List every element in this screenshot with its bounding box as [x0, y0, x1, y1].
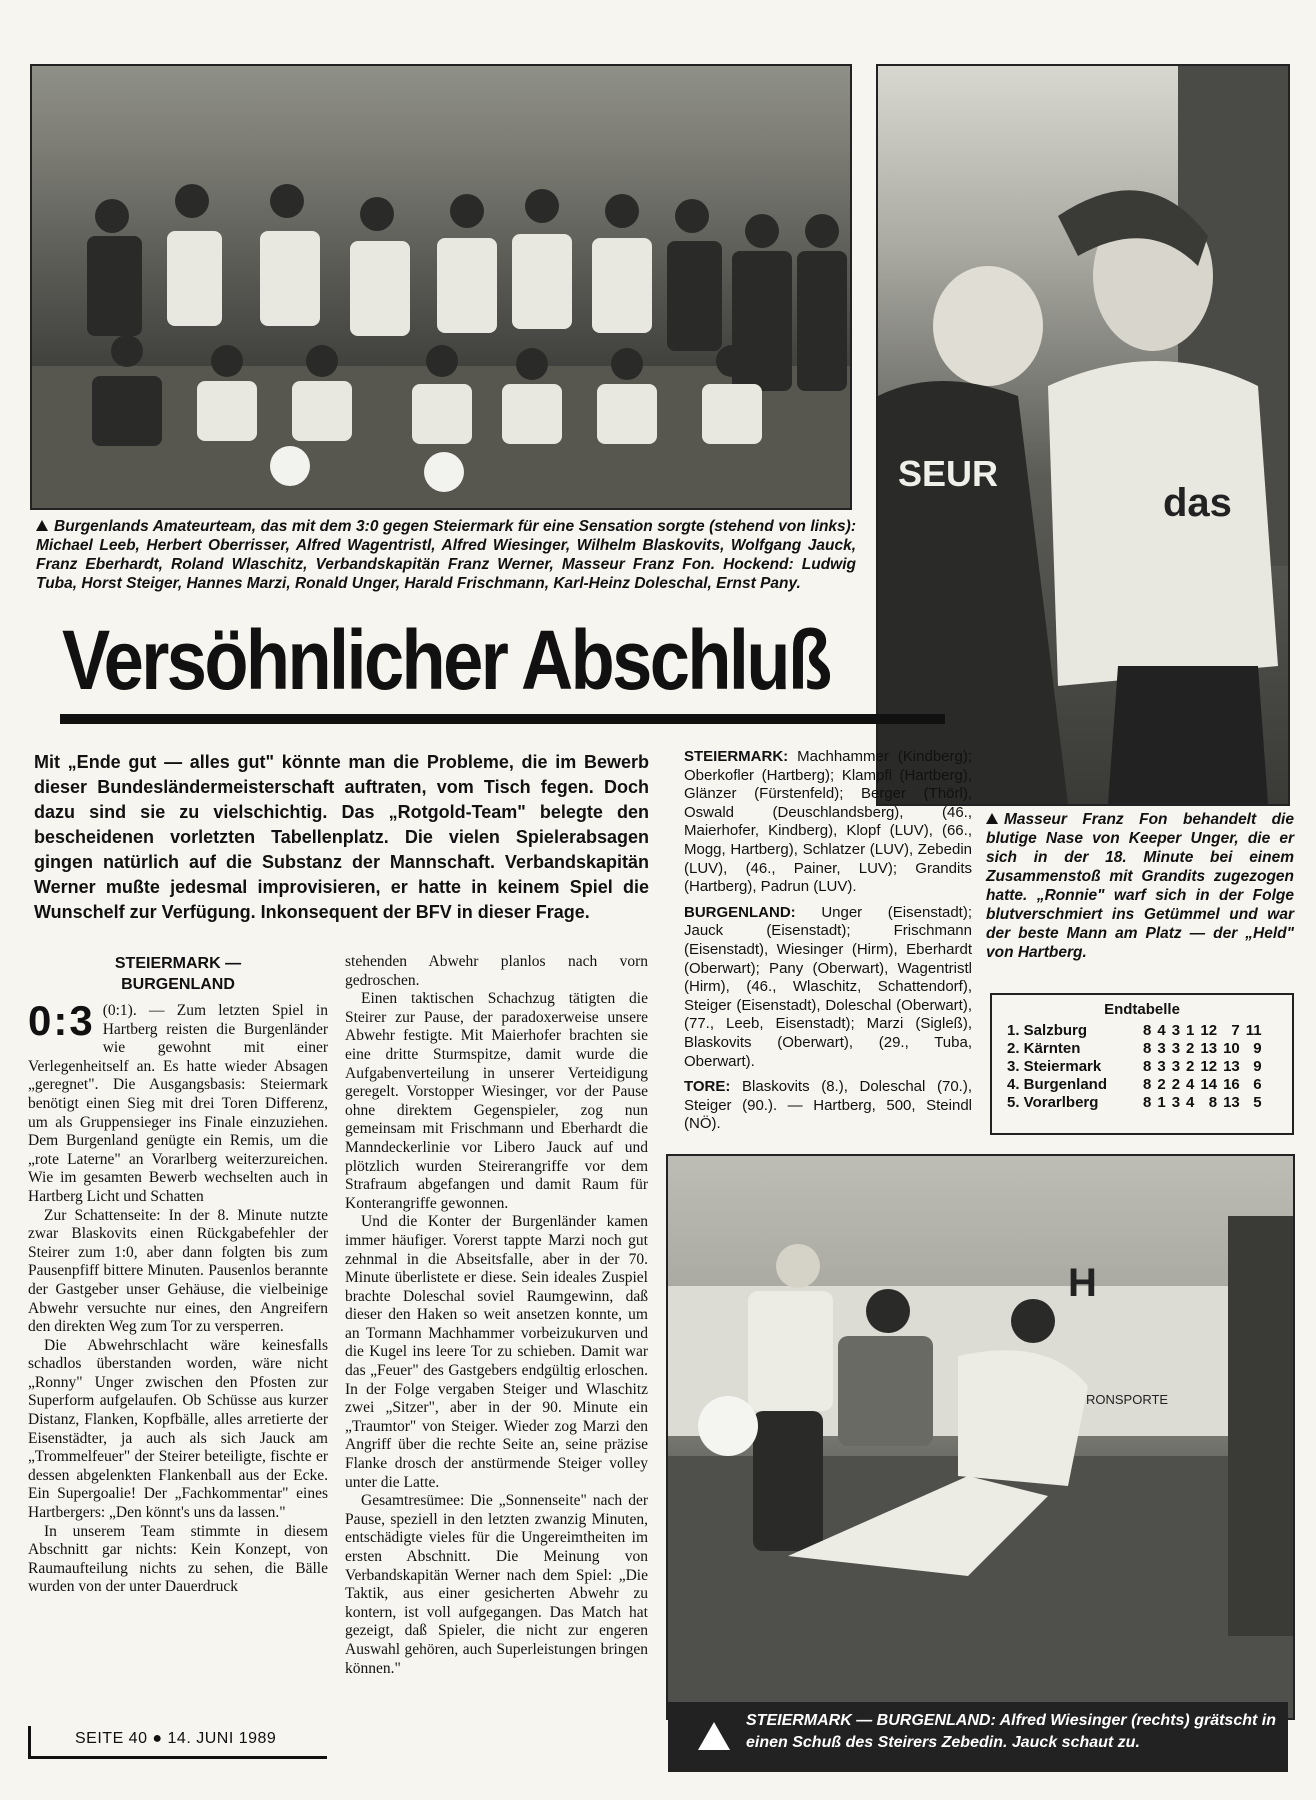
- match-caption-text: STEIERMARK — BURGENLAND: Alfred Wiesinger (rechts) grätscht in einen Schuß des Steirers Zebedin. Jauck schaut zu.: [746, 1712, 1276, 1751]
- stat-cell: 3: [1171, 1040, 1181, 1057]
- stat-cell: 11: [1245, 1022, 1262, 1039]
- footer-box: [28, 1726, 327, 1759]
- lineup-steiermark: STEIERMARK: Machhammer (Kindberg); Oberkofler (Hartberg); Klampfl (Hartberg), Glänzer (Fürstenfeld); Berger (Thörl), Oswald (Deuschlandsberg), (46., Maierhofer, Kindberg), Klopf (LUV), (66., Mogg, Hartberg), Schlatzer (LUV), Zebedin (LUV), (46., Painer, LUV); Grandits (Hartberg), Padrun (LUV).: [684, 748, 972, 896]
- standings-row: [1004, 1076, 1265, 1094]
- lineup-burgenland: BURGENLAND: Unger (Eisenstadt); Jauck (Eisenstadt); Frischmann (Eisenstadt), Wiesinger (Hirm), Eberhardt (Oberwart); Pany (Oberwart), Wagentristl (Hirm), (46., Wlaschitz, Schattendorf), Steiger (Eisenstadt), Doleschal (Oberwart), (77., Leeb, Eisenstadt); Marzi (Sigleß), Blaskovits (Oberwart), (29., Tuba, Oberwart).: [684, 903, 972, 1070]
- standings-row: [1004, 1022, 1265, 1040]
- team-name: 5. Vorarlberg: [1007, 1094, 1099, 1111]
- team-photo: [30, 64, 852, 510]
- headline: Versöhnlicher Abschluß: [62, 613, 830, 707]
- stat-cell: 8: [1143, 1076, 1152, 1093]
- sign-letter: H: [1068, 1261, 1097, 1305]
- stat-cell: 3: [1171, 1058, 1181, 1075]
- triangle-icon: [986, 813, 998, 824]
- stat-cell: 2: [1171, 1076, 1181, 1093]
- section-heading: [28, 953, 328, 995]
- stat-cell: 6: [1253, 1076, 1262, 1093]
- triangle-icon: [698, 1722, 730, 1750]
- stat-cell: 1: [1186, 1022, 1195, 1039]
- stat-cell: 13: [1223, 1058, 1240, 1075]
- team-name: 2. Kärnten: [1007, 1040, 1081, 1057]
- match-photo: [666, 1154, 1295, 1720]
- stat-cell: 3: [1157, 1040, 1166, 1057]
- col1-paragraph-1: (0:1). — Zum letzten Spiel in Hartberg reisten die Burgenländer wie gewohnt mit einer Verlegenheitself an. Es hatte wieder Absagen „geregnet". Die Ausgangsbasis: Steiermark benötigt einen Sieg mit drei Toren Differenz, um als Gruppensieger ins Finale einzuziehen. Dem Burgenland genügte ein Remis, um die „rote Laterne" an Vorarlberg weiterzureichen. Wie im gesamten Bewerb wechselten auch in Hartberg Licht und Schatten: [28, 1002, 328, 1205]
- standings-table: [990, 993, 1294, 1135]
- standings-row: [1004, 1058, 1265, 1076]
- col1-paragraph-3: Die Abwehrschlacht wäre keinesfalls schadlos überstanden worden, wäre nicht „Ronny" Unger zwischen den Pfosten zur Superform aufgelaufen. Ob Schüsse aus kurzer Distanz, Flanken, Kopfbälle, alles arretierte der Eisenstädter, ja auch als sich Jauck am „Trommelfeuer" der Steirer beteiligte, fischte er dessen abgelenkten Flankenball aus der Ecke. Ein Supergoalie! Der „Fachkommentar" eines Hartbergers: „Den könnt's uns da lassen.": [28, 1336, 328, 1522]
- stat-cell: 7: [1231, 1022, 1240, 1039]
- team-caption: [36, 517, 856, 593]
- stat-cell: 1: [1157, 1094, 1166, 1111]
- stat-cell: 8: [1143, 1058, 1152, 1075]
- stat-cell: 8: [1208, 1094, 1218, 1111]
- headline-rule: [60, 714, 945, 724]
- footer-text: SEITE 40 ● 14. JUNI 1989: [75, 1730, 277, 1747]
- standings-row: [1004, 1040, 1265, 1058]
- stat-cell: 8: [1143, 1094, 1152, 1111]
- col1-paragraph-2: Zur Schattenseite: In der 8. Minute nutzte zwar Blaskovits einen Rückgabefehler der Steirer zum 1:0, aber dann folgten bis zum Pausenpfiff bittere Minuten. Pausenlos berannte der Gastgeber unser Gehäuse, die vielbeinige Abwehr versuchte nur eines, den Angreifern den direkten Weg zum Tor zu versperren.: [28, 1206, 328, 1336]
- banner-text: RONSPORTE: [1086, 1392, 1169, 1407]
- lead-paragraph: Mit „Ende gut — alles gut" könnte man die Probleme, die im Bewerb dieser Bundesländermeisterschaft auftraten, vom Tisch fegen. Doch dazu sind sie zu vielschichtig. Das „Rotgold-Team" belegte den bescheidenen vorletzten Tabellenplatz. Die vielen Spielerabsagen gingen natürlich auf die Substanz der Mannschaft. Verbandskapitän Werner mußte jedesmal improvisieren, er hatte in keinem Spiel die Wunschelf zur Verfügung. Inkonsequent der BFV in dieser Frage.: [34, 752, 649, 922]
- masseur-shirt-text: SEUR: [898, 453, 999, 494]
- stat-cell: 3: [1171, 1094, 1181, 1111]
- stat-cell: 12: [1200, 1058, 1218, 1075]
- stat-cell: 2: [1186, 1040, 1195, 1057]
- match-photo-figures: [668, 1156, 1293, 1718]
- standings-row: [1004, 1094, 1265, 1112]
- stat-cell: 2: [1157, 1076, 1166, 1093]
- team-name: 3. Steiermark: [1007, 1058, 1102, 1075]
- col2-paragraph-2: Einen taktischen Schachzug tätigten die Steirer zur Pause, der paradoxerweise unsere Abwehr festigte. Mit Maierhofer brachten sie eine dritte Sturmspitze, damit wurde die Aufgabenverteilung in unserer Verteidigung geregelt. Vorstopper Wiesinger, vor der Pause ohne direktem Gegenspieler, zog nun gemeinsam mit Frischmann und Eberhardt die Manndeckerlinie vor Libero Jauck auf und plötzlich wurden Steirerangriffe vor dem Strafraum abgefangen und damit Raum für Konterangriffe gewonnen.: [345, 990, 648, 1212]
- team-caption-text: Burgenlands Amateurteam, das mit dem 3:0 gegen Steiermark für eine Sensation sorgte (stehend von links): Michael Leeb, Herbert Oberrisser, Alfred Wagentristl, Alfred Wiesinger, Wilhelm Blaskovits, Wolfgang Jauck, Franz Eberhardt, Roland Wlaschitz, Verbandskapitän Franz Werner, Masseur Franz Fon. Hockend: Ludwig Tuba, Horst Steiger, Hannes Marzi, Ronald Unger, Harald Frischmann, Karl-Heinz Doleschal, Ernst Pany.: [36, 518, 856, 592]
- team-name: 4. Burgenland: [1007, 1076, 1108, 1093]
- stat-cell: 8: [1143, 1040, 1152, 1057]
- section-line-1: STEIERMARK —: [114, 955, 242, 972]
- stat-cell: 3: [1157, 1058, 1166, 1075]
- stat-cell: 13: [1223, 1094, 1240, 1111]
- masseur-caption: [986, 810, 1294, 962]
- team-name: 1. Salzburg: [1007, 1022, 1088, 1039]
- score: 0:3: [28, 997, 95, 1044]
- section-line-2: BURGENLAND: [121, 976, 235, 993]
- stat-cell: 16: [1223, 1076, 1240, 1093]
- col2-paragraph-3: Und die Konter der Burgenländer kamen immer häufiger. Vorerst tappte Marzi noch gut zehnmal in die Abseitsfalle, aber in der 70. Minute überlistete er diese. Sein ideales Zuspiel brachte Doleschal soviel Raumgewinn, daß dieser den Haken so weit ansetzen konnte, um an Tormann Machhammer vorbeizukurven und die Kugel ins leere Tor zu schieben. Damit war das „Feuer" des Gastgebers endgültig erloschen. In der Folge vergaben Steiger und Wlaschitz zwei „Sitzer", aber in der 90. Minute ein „Traumtor" von Steiger. Wieder zog Marzi den Angriff über die rechte Seite an, seine präzise Flanke drosch der anstürmende Steiger volley unter die Latte.: [345, 1213, 648, 1491]
- masseur-photo: [876, 64, 1290, 806]
- col1-paragraph-4: In unserem Team stimmte in diesem Abschnitt gar nichts: Kein Konzept, von Raumaufteilung nichts zu sehen, die Bälle wurden von der unter Dauerdruck: [28, 1522, 328, 1596]
- masseur-photo-figures: [878, 66, 1288, 804]
- stat-cell: 2: [1186, 1058, 1195, 1075]
- triangle-icon: [36, 520, 48, 531]
- stat-cell: 13: [1200, 1040, 1218, 1057]
- article-column-2: [345, 953, 648, 1678]
- stat-cell: 9: [1253, 1040, 1262, 1057]
- stat-cell: 4: [1186, 1076, 1195, 1093]
- article-column-1: [28, 953, 328, 1597]
- masseur-brand-text: das: [1163, 481, 1232, 525]
- stat-cell: 8: [1143, 1022, 1152, 1039]
- standings-grid: [1004, 1022, 1265, 1112]
- stat-cell: 10: [1223, 1040, 1240, 1057]
- goals: TORE: Blaskovits (8.), Doleschal (70.), Steiger (90.). — Hartberg, 500, Steindl (NÖ).: [684, 1078, 972, 1133]
- lineups: [684, 748, 972, 1141]
- team-photo-figures: [32, 66, 850, 508]
- masseur-caption-text: Masseur Franz Fon behandelt die blutige Nase von Keeper Unger, die er sich in der 18. Minute bei einem Zusammenstoß mit Grandits zugezogen hatte. „Ronnie" warf sich in der Folge blutverschmiert ins Getümmel und war der beste Mann am Platz — der „Held" von Hartberg.: [986, 811, 1294, 961]
- standings-title: Endtabelle: [1104, 1001, 1180, 1018]
- col2-paragraph-1: stehenden Abwehr planlos nach vorn gedroschen.: [345, 953, 648, 989]
- stat-cell: 4: [1186, 1094, 1195, 1111]
- col2-paragraph-4: Gesamtresümee: Die „Sonnenseite" nach der Pause, speziell in den letzten zwanzig Minuten, entschädigte vieles für die Ungereimtheiten im ersten Abschnitt. Die Meinung von Verbandskapitän Werner nach dem Spiel: „Die Taktik, aus einer gesicherten Abwehr zu kontern, ist voll aufgegangen. Das Match hat gezeigt, daß Spieler, die nicht zur engeren Auswahl gehören, auch Superleistungen bringen können.": [345, 1492, 648, 1677]
- stat-cell: 9: [1253, 1058, 1262, 1075]
- stat-cell: 5: [1253, 1094, 1262, 1111]
- match-caption: [668, 1702, 1288, 1772]
- stat-cell: 12: [1200, 1022, 1218, 1039]
- stat-cell: 14: [1200, 1076, 1218, 1093]
- stat-cell: 3: [1171, 1022, 1181, 1039]
- stat-cell: 4: [1157, 1022, 1166, 1039]
